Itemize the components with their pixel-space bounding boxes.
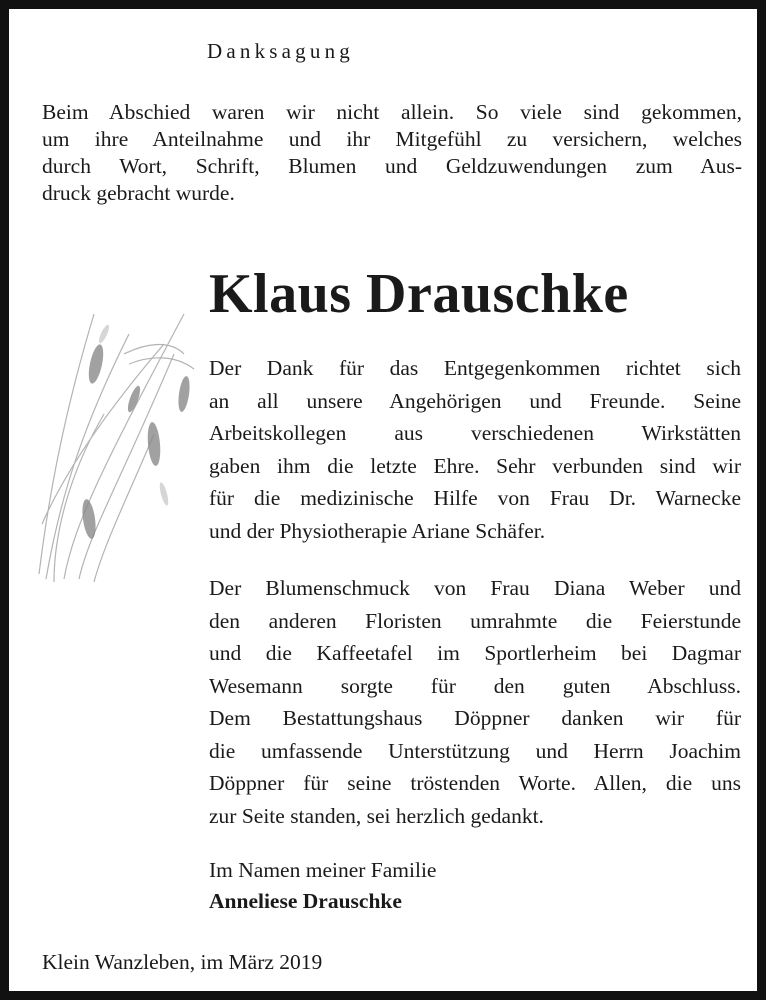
paragraph-line: und der Physiotherapie Ariane Schäfer. — [209, 518, 546, 543]
wheat-grain-illustration — [34, 294, 199, 584]
signature-name: Anneliese Drauschke — [209, 889, 402, 913]
paragraph-line: und die Kaffeetafel im Sportlerheim bei Dagmar — [209, 641, 741, 665]
paragraph-line: für die medizinische Hilfe von Frau Dr. Warnecke — [209, 486, 741, 510]
paragraph-line: zur Seite standen, sei herzlich gedankt. — [209, 803, 544, 828]
intro-line: um ihre Anteilnahme und ihr Mitgefühl zu versichern, welches — [42, 127, 742, 151]
paragraph-line: Der Dank für das Entgegenkommen richtet sich — [209, 356, 741, 380]
deceased-name: Klaus Drauschke — [209, 263, 629, 325]
thanks-paragraph-2 — [209, 572, 741, 832]
paragraph-line: Döppner für seine tröstenden Worte. Allen, die uns — [209, 771, 741, 795]
intro-line: durch Wort, Schrift, Blumen und Geldzuwendungen zum Aus- — [42, 154, 742, 178]
paragraph-line: den anderen Floristen umrahmte die Feierstunde — [209, 608, 741, 633]
paragraph-line: die umfassende Unterstützung und Herrn Joachim — [209, 738, 741, 763]
place-and-date: Klein Wanzleben, im März 2019 — [42, 950, 323, 974]
paragraph-line: an all unsere Angehörigen und Freunde. Seine — [209, 388, 741, 413]
paragraph-line: Wesemann sorgte für den guten Abschluss. — [209, 673, 741, 698]
signature-block — [209, 855, 436, 917]
paragraph-line: Dem Bestattungshaus Döppner danken wir für — [209, 706, 741, 730]
paragraph-line: gaben ihm die letzte Ehre. Sehr verbunden sind wir — [209, 453, 741, 478]
intro-line: druck gebracht wurde. — [42, 181, 235, 205]
paragraph-line: Arbeitskollegen aus verschiedenen Wirkstätten — [209, 421, 741, 445]
intro-paragraph — [42, 99, 742, 207]
paragraph-line: Der Blumenschmuck von Frau Diana Weber und — [209, 576, 741, 600]
notice-heading: Danksagung — [207, 39, 354, 63]
signature-line: Im Namen meiner Familie — [209, 858, 437, 882]
intro-line: Beim Abschied waren wir nicht allein. So viele sind gekommen, — [42, 100, 742, 124]
thanks-paragraph-1 — [209, 352, 741, 547]
